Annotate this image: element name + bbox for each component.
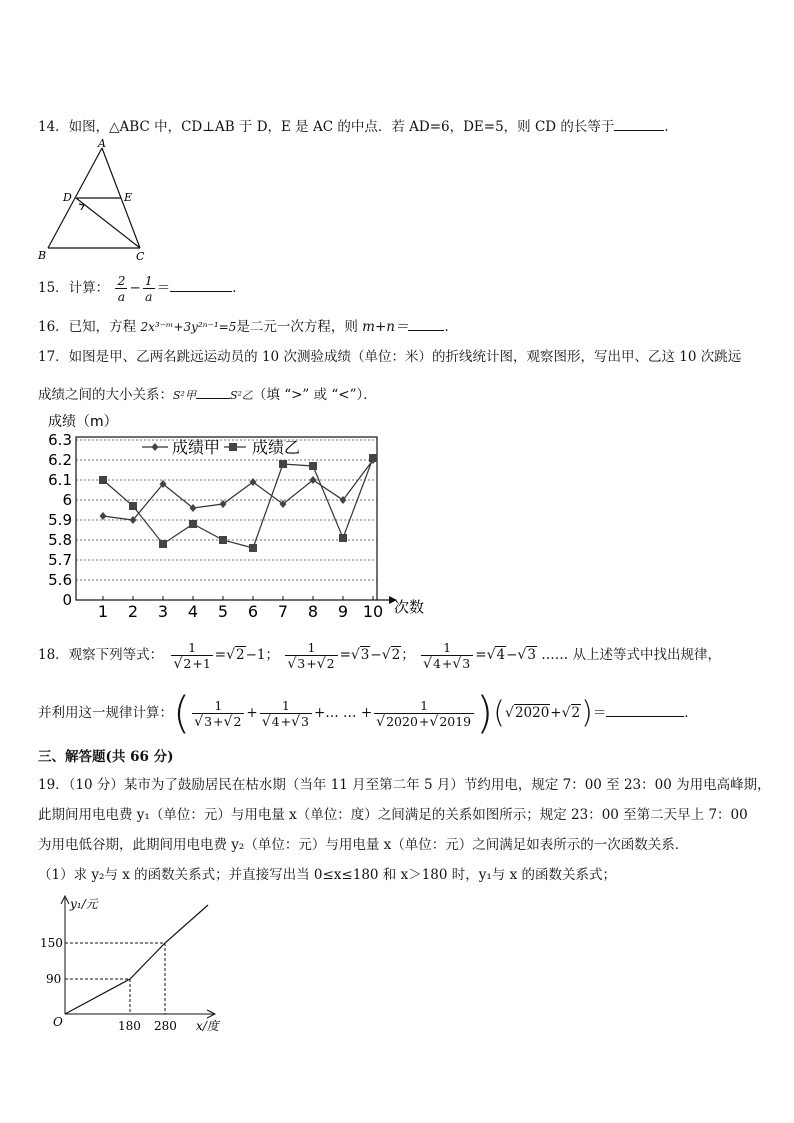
series-point-yi [189,520,197,528]
q19-line2: 此期间用电电费 y₁（单位：元）与用电量 x（单位：度）之间满足的关系如图所示；规定 23：00 至第二天早上 7：00 [38,807,748,823]
q14-text: 14．如图，△ABC 中，CD⊥AB 于 D，E 是 AC 的中点．若 AD=6，DE=5，则 CD 的长等于 [38,119,615,135]
series-point-yi [219,536,227,544]
fraction-1-over-a: $\frac{1}{a}$ [144,273,153,304]
q18-eq2-fraction: $\frac{1}{√3+√2}$ [285,640,337,672]
x-tick-label: 6 [247,602,259,620]
q14-answer-blank[interactable] [614,116,664,131]
y-tick-label: 5.8 [48,531,72,549]
series-point-yi [159,540,167,548]
x-tick-label: 8 [307,602,319,620]
chart-ylabel: 成绩（m） [48,414,118,430]
right-angle-mark [79,204,84,210]
y-tick-label: 6.3 [48,431,72,449]
q14-triangle-figure [30,138,160,263]
q16-equation: 2x³⁻ᵐ+3y²ⁿ⁻¹=5 [140,320,237,334]
label-c: C [136,250,145,263]
y-tick-label: 5.6 [48,571,72,589]
y-tick-label: 0 [62,591,72,609]
x-tick-label: 3 [157,602,169,620]
label-e: E [124,191,133,204]
chart-legend [142,438,300,457]
x-tick-label: 10 [362,602,384,620]
y-tick-label: 6.2 [48,451,72,469]
fraction-2-over-a: $\frac{2}{a}$ [117,273,126,304]
legend-marker-jia [152,443,159,451]
series-point-jia [250,478,257,486]
series-point-jia [220,500,227,508]
tick-150: 150 [40,936,63,950]
x-tick-label: 7 [277,602,289,620]
series-point-jia [190,504,197,512]
chart-grid [76,437,397,604]
chart-series [99,454,377,552]
x-tick-label: 1 [97,602,109,620]
x-tick-label: 5 [217,602,229,620]
y-tick-label: 6 [62,491,72,509]
y-tick-label: 6.1 [48,471,72,489]
q17-line1: 17．如图是甲、乙两名跳远运动员的 10 次测验成绩（单位：米）的折线统计图，观察图形，写出甲、乙这 10 次跳远 [38,349,742,365]
q19-line4: （1）求 y₂与 x 的函数关系式；并直接写出当 0≤x≤180 和 x＞180 时，y₁与 x 的函数关系式； [38,867,616,883]
graph-ylabel: y₁/元 [70,897,98,911]
q18-eq3-fraction: $\frac{1}{√4+√3}$ [421,640,473,672]
legend-label-jia: 成绩甲 [172,438,221,457]
series-point-yi [309,462,317,470]
q19-graph [40,892,240,1037]
graph-xlabel: x/度 [196,1019,219,1033]
series-point-yi [339,534,347,542]
x-tick-label: 4 [187,602,199,620]
series-line-2 [103,458,373,548]
y-tick-label: 5.9 [48,511,72,529]
x-tick-label: 2 [127,602,139,620]
q18-line1: 18．观察下列等式： $\frac{1}{√2+1}$ =√2−1； $\frac{1}{√3+√2}$ =√3−√2； $\frac{1}{√4+√3}$ =√4−√3 …… 从上述等式中找出规律， [38,639,721,672]
q17-answer-blank[interactable] [196,384,230,399]
series-point-yi [369,454,377,462]
label-d: D [63,191,72,204]
q18-term2: $\frac{1}{√4+√3}$ [260,698,312,730]
chart-xlabel: 次数 [394,598,425,616]
series-line-1 [103,460,373,520]
q17-line-chart [44,412,434,620]
series-point-yi [129,502,137,510]
series-point-jia [280,500,287,508]
legend-marker-yi [229,443,237,451]
series-point-yi [279,460,287,468]
q16-answer-blank[interactable] [408,316,444,331]
section-title: 三、解答题(共 66 分) [38,749,174,765]
tick-180: 180 [118,1019,141,1033]
chart-y-ticks [48,431,72,609]
q19-line1: 19．（10 分）某市为了鼓励居民在枯水期（当年 11 月至第二年 5 月）节约用电，规定 7：00 至 23：00 为用电高峰期， [38,777,771,793]
x-tick-label: 9 [337,602,349,620]
q16-line: 16．已知，方程 2x³⁻ᵐ+3y²ⁿ⁻¹=5是二元一次方程，则 m+n＝ ． [38,316,458,336]
series-point-jia [310,476,317,484]
q18-term1: $\frac{1}{√3+√2}$ [192,698,244,730]
q18-line2: 并利用这一规律计算：( $\frac{1}{√3+√2}$ + $\frac{1}{√4+√3}$ +… … + $\frac{1}{√2020+√2019}$ )(√2020+√2)＝ ． [38,687,698,739]
tick-90: 90 [46,972,62,986]
q15-answer-blank[interactable] [170,277,232,292]
tick-280: 280 [154,1019,177,1033]
q18-eq1-fraction: $\frac{1}{√2+1}$ [173,639,211,672]
series-point-jia [100,512,107,520]
series-point-yi [99,476,107,484]
label-a: A [98,138,106,150]
q18-term-last: $\frac{1}{√2020+√2019}$ [374,698,474,730]
origin-label: O [53,1015,63,1029]
legend-label-yi: 成绩乙 [252,438,301,457]
q17-line2: 成绩之间的大小关系：S²甲 S²乙（填 “>” 或 “<”）． [38,384,377,405]
q18-answer-blank[interactable] [606,702,684,717]
y1-graph-line [65,905,208,1014]
label-b: B [38,249,47,262]
q15-line: 15．计算： $\frac{2}{a}$ − $\frac{1}{a}$ ＝ ． [38,273,246,304]
series-point-yi [249,544,257,552]
y-tick-label: 5.7 [48,551,72,569]
q19-line3: 为用电低谷期，此期间用电电费 y₂（单位：元）与用电量 x（单位：元）之间满足如表所示的一次函数关系． [38,837,689,853]
q14-text-line: 14．如图，△ABC 中，CD⊥AB 于 D，E 是 AC 的中点．若 AD=6，DE=5，则 CD 的长等于 ． [38,116,678,136]
